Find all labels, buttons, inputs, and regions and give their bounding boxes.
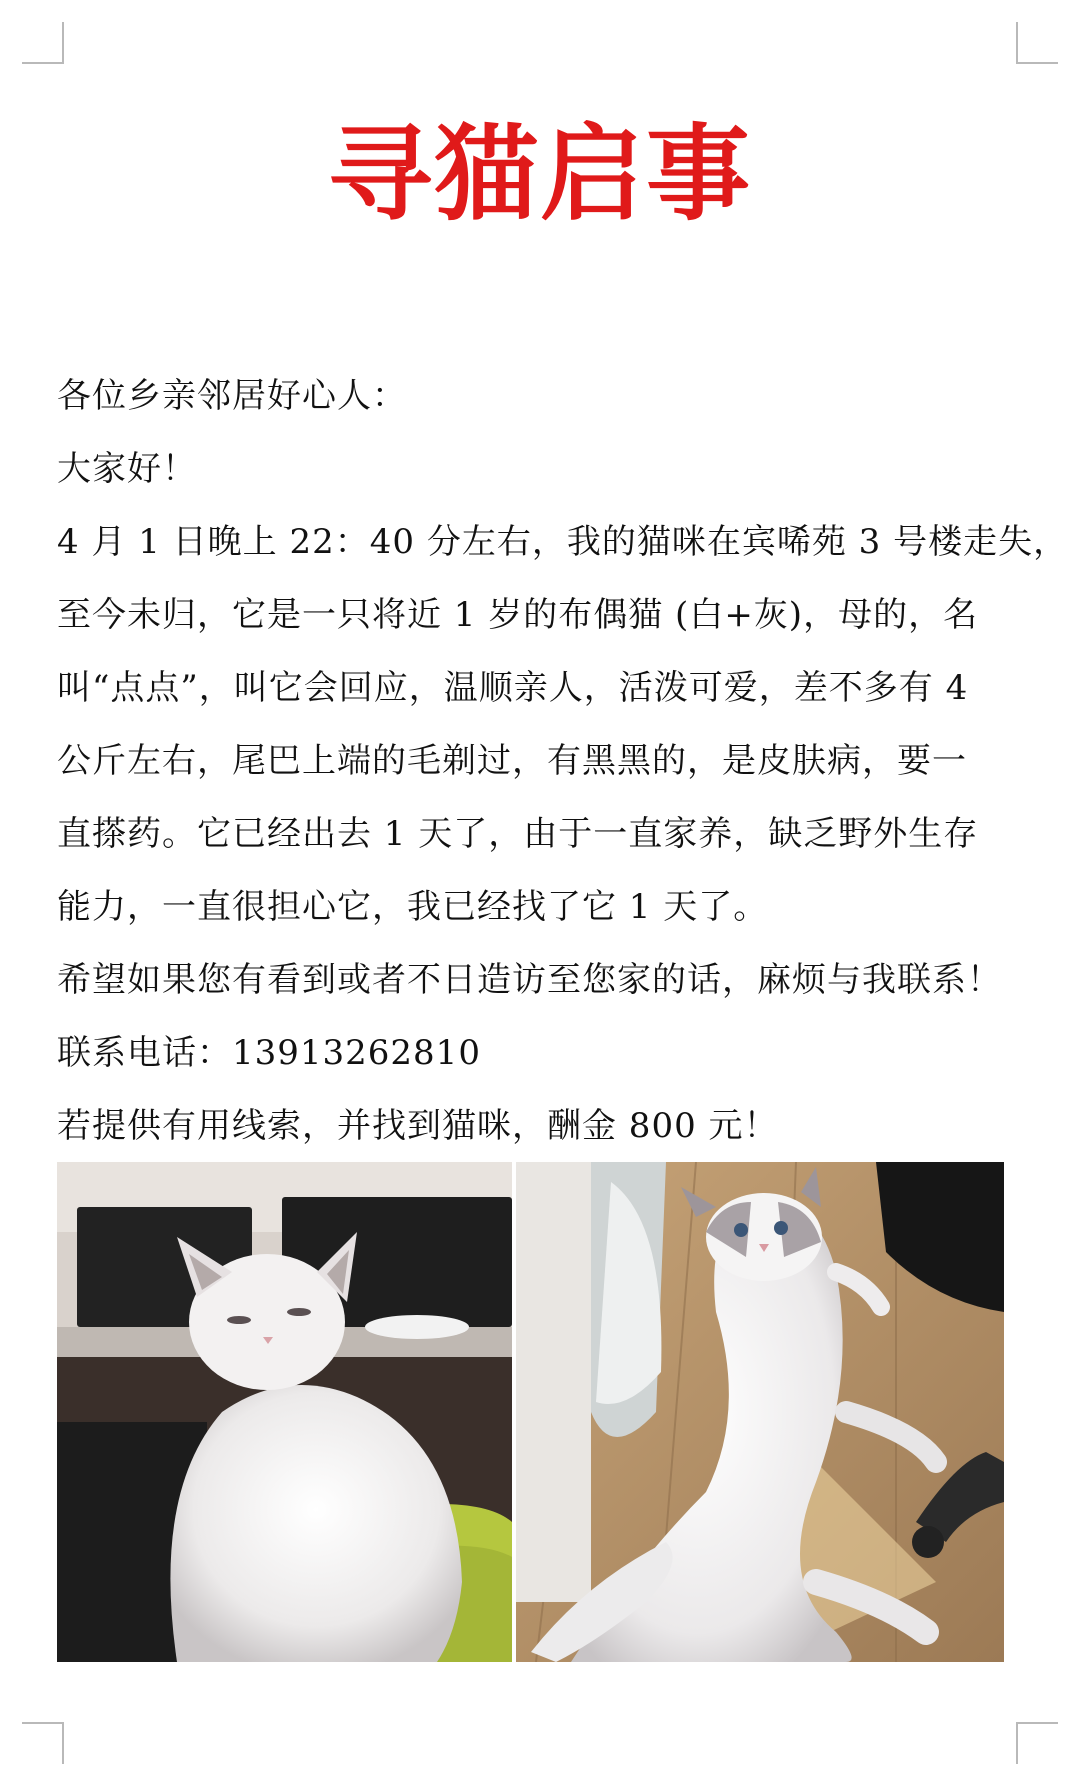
poster-body — [57, 360, 1069, 1163]
crop-mark-top-left — [22, 22, 64, 64]
description-line: 至今未归，它是一只将近 1 岁的布偶猫 (白+灰)，母的，名 — [57, 595, 979, 635]
cat-sitting-illustration — [57, 1162, 512, 1662]
cat-photo-lying — [516, 1162, 1004, 1662]
description-line: 叫“点点”，叫它会回应，温顺亲人，活泼可爱，差不多有 4 — [57, 668, 969, 708]
description-line: 直搽药。它已经出去 1 天了，由于一直家养，缺乏野外生存 — [57, 814, 979, 854]
description-line: 4 月 1 日晚上 22：40 分左右，我的猫咪在宾唏苑 3 号楼走失， — [57, 522, 1069, 562]
description-line: 公斤左右，尾巴上端的毛剃过，有黑黑的，是皮肤病，要一 — [57, 741, 967, 781]
contact-phone — [57, 1017, 1032, 1090]
cat-photo-sitting — [57, 1162, 512, 1662]
contact-request: 希望如果您有看到或者不日造访至您家的话，麻烦与我联系！ — [57, 960, 1002, 1000]
cat-lying-illustration — [516, 1162, 1004, 1662]
crop-mark-bottom-left — [22, 1722, 64, 1764]
description-line: 能力，一直很担心它，我已经找了它 1 天了。 — [57, 887, 769, 927]
phone-number: 13913262810 — [232, 1033, 481, 1073]
reward-text: 若提供有用线索，并找到猫咪，酬金 800 元！ — [57, 1106, 779, 1146]
description — [57, 506, 1069, 944]
crop-mark-top-right — [1016, 22, 1058, 64]
phone-label: 联系电话： — [57, 1033, 232, 1073]
crop-mark-bottom-right — [1016, 1722, 1058, 1764]
poster-title: 寻猫启事 — [327, 113, 752, 235]
greeting: 大家好！ — [57, 449, 197, 489]
salutation: 各位乡亲邻居好心人： — [57, 376, 407, 416]
